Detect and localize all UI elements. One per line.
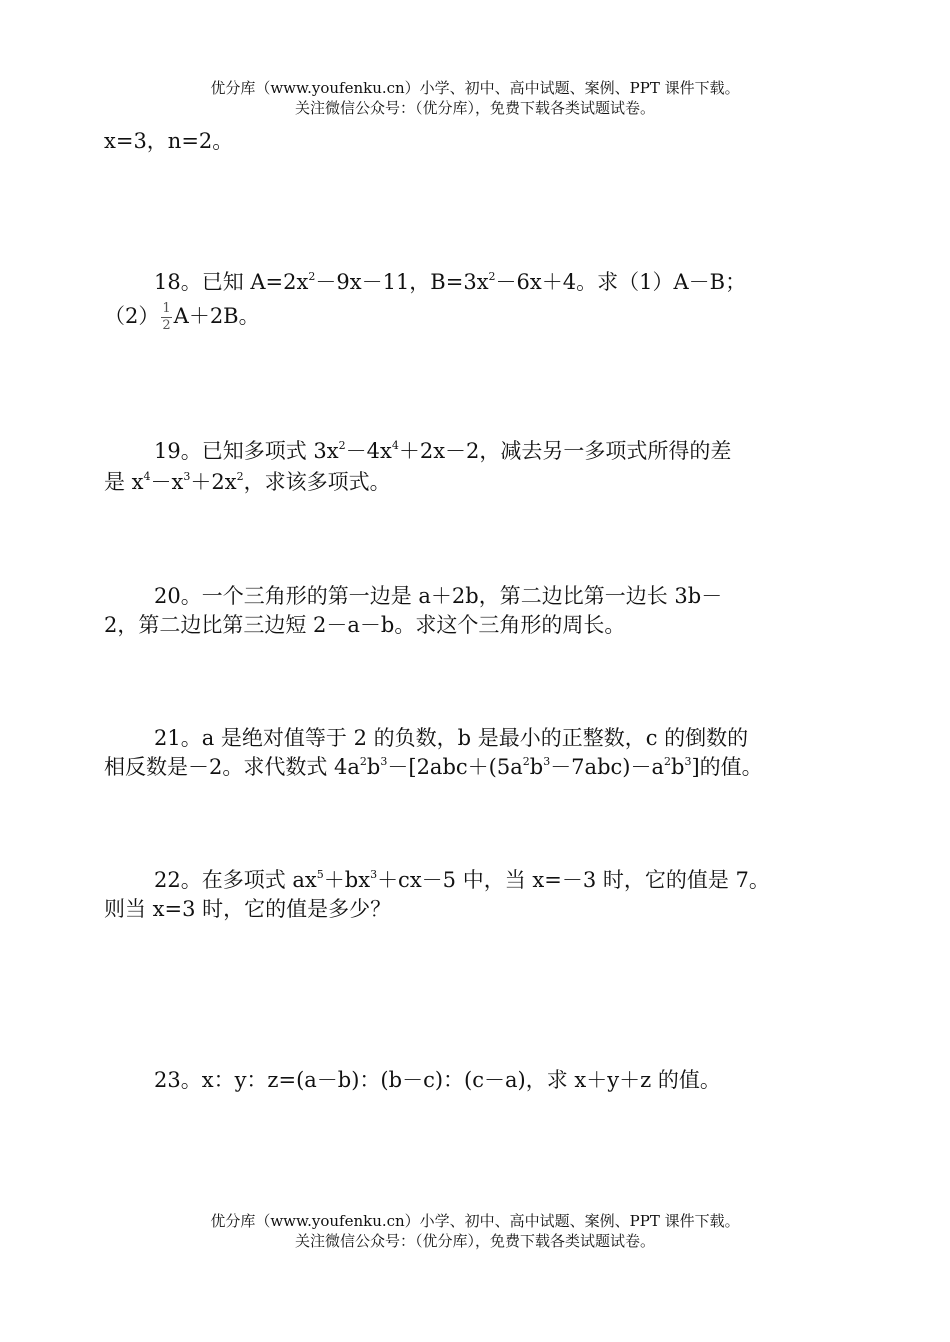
question-20-line-2: 2，第二边比第三边短 2－a－b。求这个三角形的周长。 <box>104 613 626 637</box>
header-line-2: 关注微信公众号：（优分库），免费下载各类试题试卷。 <box>294 99 655 117</box>
question-18: 18。已知 $A=2x^2-9x-11$，$B=3x^2-6x+4$。求（1）A－B； <box>154 270 747 294</box>
footer-line-2: 关注微信公众号：（优分库），免费下载各类试题试卷。 <box>294 1232 655 1250</box>
footer-line-1: 优分库（www.youfenku.cn）小学、初中、高中试题、案例、PPT 课件下载。 <box>210 1212 740 1230</box>
page-header <box>0 78 950 118</box>
question-19-line-2: 是 $x^4-x^3+2x^2$，求该多项式。 <box>104 470 391 494</box>
question-18-part-2: （2） $\frac{1}{2}$ A＋2B。 <box>104 301 260 333</box>
fraction-one-half: $\frac{1}{2}$ <box>162 301 171 333</box>
header-line-1: 优分库（www.youfenku.cn）小学、初中、高中试题、案例、PPT 课件下载。 <box>210 79 740 97</box>
question-20: 20。一个三角形的第一边是 a＋2b，第二边比第一边长 3b－ <box>154 584 723 608</box>
question-23: 23。x：y：z=(a－b)：(b－c)：(c－a)，求 x＋y＋z 的值。 <box>154 1068 721 1092</box>
question-22: 22。在多项式 $ax^5+bx^3+cx-5$ 中，当 x=－3 时，它的值是 7。 <box>154 868 770 892</box>
question-19: 19。已知多项式 $3x^2-4x^4+2x-2$，减去另一多项式所得的差 <box>154 439 732 463</box>
question-22-line-2: 则当 x=3 时，它的值是多少？ <box>104 897 392 921</box>
question-21: 21。a 是绝对值等于 2 的负数，b 是最小的正整数，c 的倒数的 <box>154 726 749 750</box>
question-21-line-2: 相反数是－2。求代数式 $4a^2b^3-[2abc+(5a^2b^3-7abc)-a^2b^3]$的值。 <box>104 755 763 779</box>
page-footer <box>0 1211 950 1251</box>
previous-answer: x=3，n=2。 <box>104 129 234 153</box>
